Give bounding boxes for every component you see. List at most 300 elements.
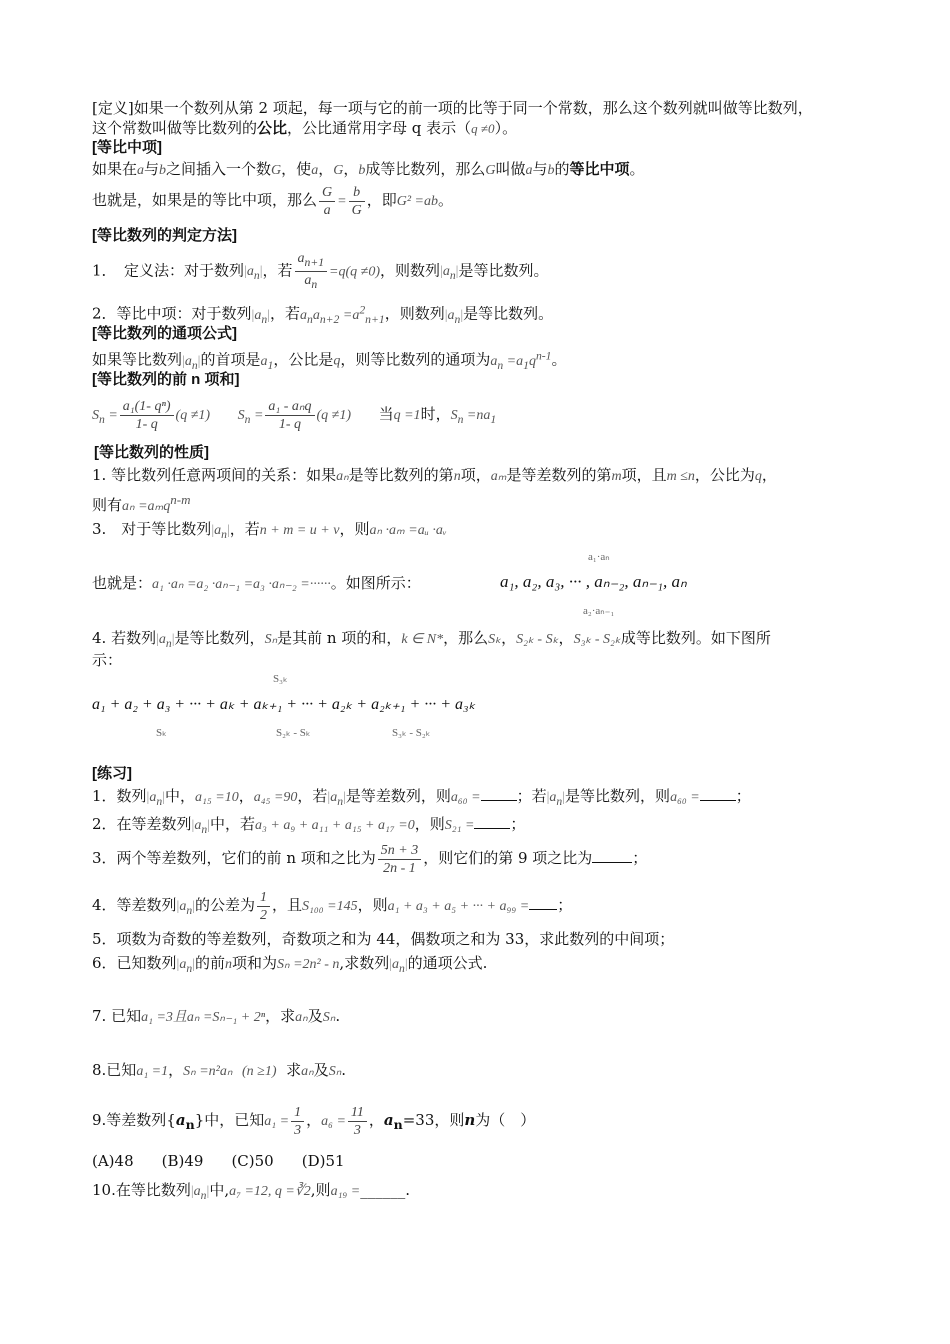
definition-text: ，公比通常用字母 q 表示（ bbox=[287, 119, 472, 137]
fraction-ratio bbox=[295, 250, 328, 293]
math-expr: a₁ = bbox=[264, 1114, 290, 1129]
math-expr: a₆ = bbox=[321, 1114, 346, 1129]
text: 2．在等差数列 bbox=[92, 815, 192, 833]
text: ， bbox=[501, 629, 517, 647]
text: ，则 bbox=[357, 896, 388, 914]
math-expr: =a bbox=[503, 353, 524, 369]
text: 。 bbox=[629, 160, 645, 178]
text: 的首项是 bbox=[200, 350, 261, 369]
property-1-line-1 bbox=[92, 465, 777, 487]
math-expr: k ∈ N* bbox=[401, 632, 444, 647]
text: 求 bbox=[286, 1061, 302, 1079]
sequence-an: $|a_n|$ bbox=[146, 790, 165, 808]
denominator: a bbox=[323, 202, 331, 218]
text: 4. 若数列 bbox=[92, 629, 157, 647]
text: ，则数列 bbox=[384, 304, 445, 323]
diagram2-label-s3k-s2k: S₃ₖ - S₂ₖ bbox=[392, 727, 431, 739]
text: 及 bbox=[307, 1007, 323, 1025]
text: 。 bbox=[438, 191, 454, 209]
text: 与 bbox=[144, 160, 160, 178]
math-sub: 1 bbox=[523, 358, 529, 372]
text: ，公比为 bbox=[694, 466, 755, 484]
numerator: 5n + 3 bbox=[378, 842, 421, 860]
text: 之间插入一个数 bbox=[166, 160, 272, 178]
math-expr: aₙ =aₘq bbox=[122, 499, 171, 514]
text: ，则 bbox=[339, 520, 370, 538]
math-expr: a bbox=[297, 251, 305, 266]
text: 是等差数列，则 bbox=[345, 787, 451, 805]
text: ， bbox=[318, 160, 334, 178]
math-expr bbox=[175, 1111, 195, 1132]
math-sub: n bbox=[244, 412, 251, 426]
text: 项，且 bbox=[621, 466, 667, 484]
exercise-9 bbox=[92, 1100, 535, 1145]
diagram2-label-sk: Sₖ bbox=[156, 727, 167, 739]
math-expr: n + m = u + v bbox=[259, 523, 340, 538]
math-expr: n bbox=[225, 957, 233, 972]
text: ，公比是 bbox=[273, 350, 334, 369]
text: ， bbox=[343, 160, 359, 178]
math-expr: aₙ bbox=[295, 1010, 308, 1025]
math-sub: n bbox=[497, 358, 504, 372]
diagram1-sequence: a₁, a₂, a₃, ··· , aₙ₋₂, aₙ₋₁, aₙ bbox=[500, 572, 687, 591]
option-d[interactable]: (D)51 bbox=[301, 1152, 345, 1170]
property-3-line-2 bbox=[92, 573, 421, 595]
text: 是等比数列的第 bbox=[348, 466, 454, 484]
text: 为（ ） bbox=[475, 1111, 536, 1129]
math-expr: Sₙ bbox=[328, 1064, 342, 1079]
math-expr: a₇ =12, q =∛2 bbox=[229, 1184, 311, 1199]
text: 当 bbox=[378, 405, 394, 423]
fraction-eleven-thirds bbox=[348, 1104, 367, 1139]
answer-blank[interactable]: ______ bbox=[360, 1181, 406, 1199]
math-sub: n bbox=[556, 794, 563, 808]
diagram2-sequence: a₁ + a₂ + a₃ + ··· + aₖ + aₖ₊₁ + ··· + a₂ₖ + a₂ₖ₊₁ + ··· + a₃ₖ bbox=[92, 696, 476, 713]
math-sup: n-m bbox=[170, 492, 191, 507]
fraction-ratio bbox=[378, 842, 421, 877]
sequence-an: $|a_n|$ bbox=[176, 899, 195, 917]
text: . bbox=[405, 1181, 411, 1199]
text: ，则等比数列的通项为 bbox=[340, 350, 491, 369]
text: ，那么 bbox=[443, 629, 489, 647]
math-expr: a bbox=[330, 790, 338, 805]
text: 1．数列 bbox=[92, 787, 147, 805]
denominator bbox=[295, 272, 328, 293]
text: ，求 bbox=[265, 1007, 296, 1025]
math-expr: (q ≠1) bbox=[175, 408, 211, 423]
math-expr: a bbox=[179, 899, 187, 914]
exercise-10 bbox=[92, 1180, 410, 1206]
text: ， bbox=[558, 629, 574, 647]
math-expr: a bbox=[442, 264, 450, 280]
math-expr: G bbox=[271, 163, 282, 178]
math-expr: a bbox=[137, 163, 145, 178]
math-sub: n bbox=[399, 961, 405, 975]
math-sub: n bbox=[156, 794, 163, 808]
text: ，若 bbox=[297, 787, 328, 805]
answer-blank[interactable] bbox=[700, 786, 736, 801]
property-1-line-2 bbox=[92, 490, 190, 517]
denominator: 3 bbox=[294, 1122, 302, 1138]
denominator: 2n - 1 bbox=[383, 860, 416, 876]
exercise-3 bbox=[92, 838, 647, 878]
text: ，则它们的第 9 项之比为 bbox=[423, 849, 593, 867]
math-expr: a₁ + a₃ + a₅ + ··· + a₉₉ = bbox=[387, 899, 530, 914]
sequence-an: $|a_n|$ bbox=[244, 264, 263, 283]
denominator: 1- q bbox=[135, 416, 158, 432]
math-expr: =na bbox=[463, 408, 491, 423]
text: ，则数列 bbox=[380, 261, 441, 280]
math-expr: S bbox=[450, 408, 458, 423]
text: ；若 bbox=[516, 787, 547, 805]
exercise-2 bbox=[92, 814, 525, 840]
answer-blank[interactable] bbox=[481, 786, 517, 801]
text: 3．两个等差数列，它们的前 n 项和之比为 bbox=[92, 849, 376, 867]
text: 是其前 n 项的和， bbox=[277, 629, 402, 647]
math-expr: a₁₅ =10 bbox=[195, 790, 239, 805]
math-expr: aₙ bbox=[301, 1064, 314, 1079]
math-expr: a₁ ·aₙ =a₂ ·aₙ₋₁ =a₃ ·aₙ₋₂ =······ bbox=[152, 577, 331, 592]
math-expr: Sₙ bbox=[264, 632, 278, 647]
math-expr: S bbox=[92, 408, 99, 423]
math-expr: =a bbox=[339, 307, 360, 323]
text: 是等比数列。 bbox=[458, 261, 549, 280]
text: 是等比数列，则 bbox=[565, 787, 671, 805]
math-expr: =q(q ≠0) bbox=[329, 264, 381, 280]
math-expr: q ≠0 bbox=[471, 121, 495, 136]
diagram2-top-label: S₃ₖ bbox=[273, 673, 288, 685]
math-sub: n bbox=[253, 269, 260, 283]
text: 1． 定义法：对于数列 bbox=[92, 261, 245, 280]
math-expr bbox=[260, 353, 274, 372]
text: ，若 bbox=[262, 261, 293, 280]
math-expr: a bbox=[311, 163, 319, 178]
math-expr: m ≤n bbox=[666, 469, 695, 484]
text: 是等差数列的第 bbox=[506, 466, 612, 484]
math-expr: q bbox=[754, 469, 762, 484]
text: 1. 等比数列任意两项间的关系：如果 bbox=[92, 466, 337, 484]
math-expr: a bbox=[149, 790, 157, 805]
option-c[interactable]: (C)50 bbox=[231, 1152, 274, 1170]
math-sub: n bbox=[201, 822, 208, 836]
text: . bbox=[341, 1061, 347, 1079]
text: 3. 对于等比数列 bbox=[92, 520, 212, 538]
math-expr: a bbox=[525, 163, 533, 178]
math-expr: S₂ₖ - Sₖ bbox=[516, 632, 559, 647]
text: 如果等比数列 bbox=[92, 350, 183, 369]
math-expr: b bbox=[358, 163, 366, 178]
math-sub: n bbox=[261, 312, 268, 326]
math-expr: q bbox=[333, 353, 341, 369]
numerator: a₁ - aₙq bbox=[265, 398, 314, 416]
property-4-line-2: 示： bbox=[92, 651, 123, 669]
math-expr: a₁₉ = bbox=[330, 1184, 361, 1199]
math-sub: n bbox=[457, 412, 464, 426]
math-expr: a bbox=[179, 957, 187, 972]
math-expr: n bbox=[453, 469, 461, 484]
math-expr: a₄₅ =90 bbox=[253, 790, 298, 805]
text: =33，则 bbox=[402, 1111, 465, 1129]
math-expr: a bbox=[304, 272, 312, 288]
math-expr: q bbox=[528, 353, 536, 369]
sequence-an: $|a_n|$ bbox=[191, 818, 210, 836]
text: ， bbox=[238, 787, 254, 805]
math-expr: a bbox=[490, 353, 498, 369]
math-expr: a bbox=[447, 307, 455, 323]
math-sub: n bbox=[454, 312, 461, 326]
middle-term-line-2 bbox=[92, 182, 453, 220]
sequence-an: $|a_n|$ bbox=[546, 790, 566, 808]
sum-formula-2 bbox=[237, 408, 264, 426]
math-expr: aₘ bbox=[490, 469, 507, 484]
text: 项， bbox=[460, 466, 491, 484]
text: 成等比数列。如下图所 bbox=[620, 629, 771, 647]
text: ，则 bbox=[414, 815, 445, 833]
text: 中, bbox=[209, 1181, 230, 1199]
math-sub: n bbox=[200, 1188, 207, 1202]
math-expr: a bbox=[254, 307, 262, 323]
sequence-an: $|a_n|$ bbox=[327, 790, 346, 808]
math-expr: a bbox=[158, 632, 166, 647]
text: . bbox=[335, 1007, 341, 1025]
text: 时， bbox=[420, 405, 451, 423]
math-expr: = bbox=[250, 408, 264, 423]
text: 也就是，如果是的等比中项，那么 bbox=[92, 191, 318, 209]
math-expr: G bbox=[333, 163, 344, 178]
definition-text: [定义]如果一个数列从第 2 项起，每一项与它的前一项的比等于同一个常数，那么这个数列就叫做等比数列， bbox=[92, 99, 813, 117]
sequence-an: $|a_n|$ bbox=[211, 523, 230, 541]
math-sub: 1 bbox=[267, 358, 274, 372]
text: 及 bbox=[313, 1061, 329, 1079]
text: ，若 bbox=[270, 304, 301, 323]
math-expr: a bbox=[549, 790, 557, 805]
math-sup: n-1 bbox=[535, 349, 552, 362]
sequence-an: $|a_n|$ bbox=[190, 1184, 210, 1202]
math-expr: a bbox=[246, 264, 254, 280]
math-sub: n bbox=[221, 527, 227, 541]
denominator: G bbox=[351, 202, 362, 218]
middle-term-line-1 bbox=[92, 159, 645, 181]
fraction-half bbox=[257, 889, 270, 924]
text: 如果在 bbox=[92, 160, 138, 178]
text: ，且 bbox=[272, 896, 303, 914]
section-heading-general-term: [等比数列的通项公式] bbox=[92, 325, 237, 342]
exercise-1 bbox=[92, 786, 751, 812]
sequence-an: $|a_n|$ bbox=[156, 632, 175, 650]
sequence-an: $|a_n|$ bbox=[444, 307, 464, 326]
sequence-an: $|a_n|$ bbox=[182, 353, 201, 372]
definition-line-1 bbox=[92, 98, 813, 118]
numerator: a₁(1- qⁿ) bbox=[120, 398, 174, 416]
text: 叫做 bbox=[495, 160, 526, 178]
math-expr: G² =ab bbox=[396, 194, 438, 209]
math-expr: G bbox=[485, 163, 496, 178]
math-sub: n bbox=[311, 277, 318, 291]
math-sub: n bbox=[99, 412, 105, 426]
middle-term-keyword: 等比中项 bbox=[569, 161, 630, 178]
text: ； bbox=[735, 787, 751, 805]
section-heading-properties: [等比数列的性质] bbox=[94, 444, 209, 461]
text: 的前 bbox=[195, 954, 226, 972]
option-b[interactable]: (B)49 bbox=[161, 1152, 204, 1170]
math-expr: Sₙ bbox=[322, 1010, 336, 1025]
math-expr: S₃ₖ - S₂ₖ bbox=[573, 632, 621, 647]
math-sub: 1 bbox=[490, 412, 497, 426]
math-expr: aₙ bbox=[336, 469, 349, 484]
sum-formula-3 bbox=[450, 408, 497, 426]
fraction-sum-1 bbox=[120, 398, 174, 433]
definition-text: ）。 bbox=[494, 119, 518, 137]
text: ， bbox=[368, 1111, 384, 1129]
math-expr: a₆₀ = bbox=[450, 790, 481, 805]
math-expr: Sₙ =n²aₙ bbox=[183, 1064, 233, 1079]
text: 2．等比中项：对于数列 bbox=[92, 304, 252, 323]
math-expr: a₆₀ = bbox=[670, 790, 700, 805]
math-expr: a bbox=[300, 307, 308, 323]
math-expr: a bbox=[214, 523, 222, 538]
numerator bbox=[295, 250, 328, 272]
math-expr: S₂₁ = bbox=[444, 818, 475, 833]
math-sub: n bbox=[191, 358, 198, 372]
sum-formula-1 bbox=[92, 408, 118, 426]
text: ，使 bbox=[281, 160, 312, 178]
fraction-sum-2 bbox=[265, 398, 314, 433]
text: 与 bbox=[532, 160, 548, 178]
exercise-5: 5．项数为奇数的等差数列，奇数项之和为 44，偶数项之和为 33，求此数列的中间项； bbox=[92, 930, 675, 948]
text: ； bbox=[557, 896, 573, 914]
math-expr: a bbox=[383, 1111, 394, 1129]
math-expr: a bbox=[184, 353, 192, 369]
fraction-b-over-g bbox=[349, 184, 365, 219]
sequence-an: $|a_n|$ bbox=[176, 957, 195, 975]
numerator: G bbox=[319, 184, 335, 202]
math-sub: n bbox=[449, 269, 456, 283]
text: 是等比数列。 bbox=[463, 304, 554, 323]
math-expr: a bbox=[193, 1184, 201, 1199]
math-sub: n bbox=[307, 312, 313, 326]
math-sub: n bbox=[186, 961, 193, 975]
text: 的公差为 bbox=[195, 896, 256, 914]
math-expr: a bbox=[260, 353, 268, 369]
fraction-one-third bbox=[291, 1104, 304, 1139]
math-expr: S₁₀₀ =145 bbox=[302, 899, 358, 914]
definition-text: 这个常数叫做等比数列的 bbox=[92, 119, 258, 137]
text: ； bbox=[510, 815, 526, 833]
math-expr: n bbox=[464, 1111, 476, 1129]
numerator: 1 bbox=[291, 1104, 304, 1122]
general-term-formula bbox=[490, 349, 552, 372]
math-sub: n bbox=[186, 903, 193, 917]
numerator: 1 bbox=[257, 889, 270, 907]
math-expr: aₙ ·aₘ =aᵤ ·aᵥ bbox=[369, 523, 447, 538]
text: 的 bbox=[554, 160, 570, 178]
text: 的通项公式. bbox=[407, 954, 488, 972]
sequence-an: $|a_n|$ bbox=[251, 307, 270, 326]
section-heading-criteria: [等比数列的判定方法] bbox=[92, 227, 237, 244]
exercise-8 bbox=[92, 1060, 346, 1082]
property-4-line-1 bbox=[92, 628, 771, 654]
text: ,则 bbox=[310, 1181, 331, 1199]
math-expr: (n ≥1) bbox=[242, 1064, 277, 1079]
text: ； bbox=[632, 849, 648, 867]
answer-blank[interactable] bbox=[474, 814, 510, 829]
diagram1-top-label: a₁·aₙ bbox=[588, 551, 610, 563]
text: 中，若 bbox=[210, 815, 256, 833]
common-ratio-term: 公比 bbox=[257, 120, 288, 137]
text: ， bbox=[168, 1061, 184, 1079]
section-heading-middle-term: [等比中项] bbox=[92, 139, 162, 156]
math-sub: n bbox=[185, 1117, 195, 1132]
text: 10.在等比数列 bbox=[92, 1181, 191, 1199]
text: 则有 bbox=[92, 496, 123, 514]
sum-formulas bbox=[92, 394, 496, 440]
criteria-item-1 bbox=[92, 250, 549, 294]
text: ，即 bbox=[366, 191, 397, 209]
text: 7. 已知 bbox=[92, 1007, 142, 1025]
diagram1-bottom-label: a₂·aₙ₋₁ bbox=[583, 605, 615, 617]
math-sub: n bbox=[393, 1117, 403, 1132]
math-expr: b bbox=[159, 163, 167, 178]
math-sup: 2 bbox=[359, 303, 366, 316]
sequence-an: $|a_n|$ bbox=[389, 957, 408, 975]
text: 项和为 bbox=[232, 954, 278, 972]
text: 中， bbox=[165, 787, 196, 805]
text: 9.等差数列{ bbox=[92, 1111, 176, 1129]
text: 。 bbox=[551, 350, 567, 369]
text: 也就是： bbox=[92, 574, 153, 592]
diagram2-label-s2k-sk: S₂ₖ - Sₖ bbox=[276, 727, 311, 739]
option-a[interactable]: (A)48 bbox=[92, 1152, 134, 1170]
answer-blank[interactable] bbox=[592, 848, 632, 863]
math-expr: a₁ =1 bbox=[136, 1064, 169, 1079]
property-3-line-1 bbox=[92, 519, 447, 545]
text: ， bbox=[761, 466, 777, 484]
numerator: 11 bbox=[348, 1104, 367, 1122]
exercise-9-options bbox=[92, 1151, 345, 1171]
text: 6．已知数列 bbox=[92, 954, 177, 972]
math-expr: q =1 bbox=[393, 408, 421, 423]
math-expr bbox=[383, 1111, 403, 1132]
math-sub: n+2 bbox=[319, 312, 340, 326]
math-expr: S bbox=[237, 408, 245, 423]
text: ，若 bbox=[229, 520, 260, 538]
math-sub: n+1 bbox=[365, 312, 385, 326]
text: 8.已知 bbox=[92, 1061, 137, 1079]
math-expr: Sₙ =2n² - n bbox=[277, 957, 340, 972]
section-heading-sum: [等比数列的前 n 项和] bbox=[92, 371, 240, 388]
math-expr: a₃ + a₉ + a₁₁ + a₁₅ + a₁₇ =0 bbox=[255, 818, 415, 833]
math-sub: n bbox=[337, 794, 344, 808]
text: ， bbox=[306, 1111, 322, 1129]
math-expr: Sₖ bbox=[488, 632, 502, 647]
sequence-an: $|a_n|$ bbox=[440, 264, 459, 283]
text: }中，已知 bbox=[194, 1111, 265, 1129]
equals-sign: = bbox=[337, 194, 347, 209]
math-expr: (q ≠1) bbox=[316, 408, 352, 423]
text: 成等比数列，那么 bbox=[365, 160, 486, 178]
text: 4．等差数列 bbox=[92, 896, 177, 914]
math-expr: a bbox=[392, 957, 400, 972]
exercise-4 bbox=[92, 885, 572, 931]
middle-term-condition bbox=[300, 303, 385, 326]
text: 是等比数列， bbox=[174, 629, 265, 647]
text: 。如图所示： bbox=[330, 574, 421, 592]
answer-blank[interactable] bbox=[529, 895, 557, 910]
denominator: 1- q bbox=[278, 416, 302, 432]
math-expr: a bbox=[312, 307, 320, 323]
math-expr: a₁ =3且aₙ =Sₙ₋₁ + 2ⁿ bbox=[141, 1010, 266, 1025]
math-expr: m bbox=[611, 469, 622, 484]
